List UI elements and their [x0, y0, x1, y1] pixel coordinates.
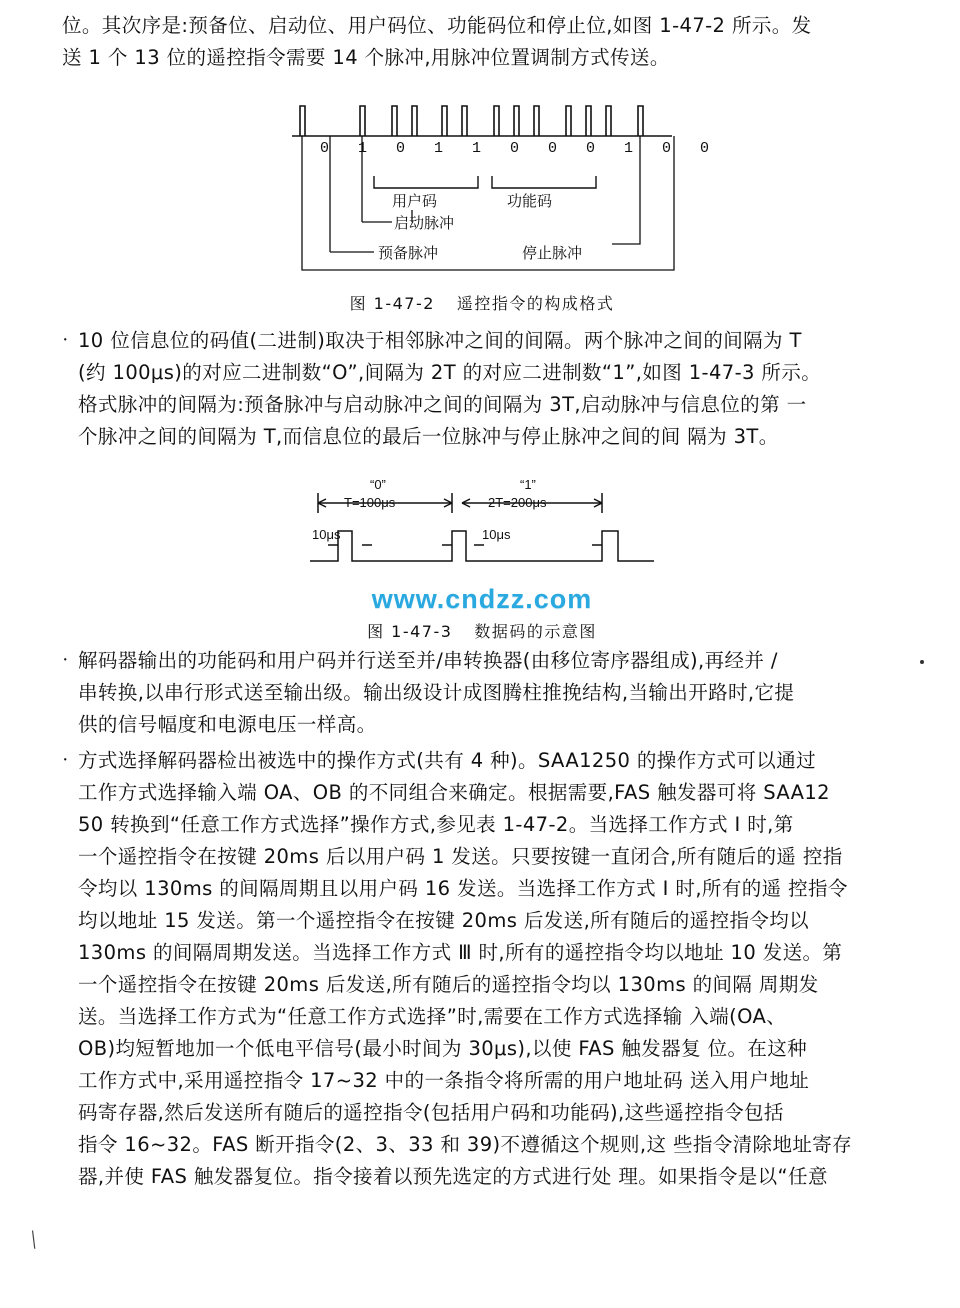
- site-watermark: www.cndzz.com: [371, 584, 593, 614]
- bullet-3-line-3: 50 转换到“任意工作方式选择”操作方式,参见表 1-47-2。当选择工作方式 I 时,第: [78, 813, 794, 836]
- figure-2-label-t: T=100μs: [344, 495, 396, 510]
- bullet-1-line-3: 格式脉冲的间隔为:预备脉冲与启动脉冲之间的间隔为 3T,启动脉冲与信息位的第 一: [78, 393, 807, 416]
- figure-2-container: [62, 475, 902, 580]
- bullet-item-1: [62, 325, 902, 453]
- figure-1-diagram: [282, 92, 720, 287]
- bullet-3-line-2: 工作方式选择输入端 OA、OB 的不同组合来确定。根据需要,FAS 触发器可将 SAA12: [78, 781, 830, 804]
- figure-2-caption-number: 图 1-47-3: [367, 622, 453, 641]
- figure-1-label-user-code: 用户码: [392, 193, 438, 210]
- bullet-3-line-7: 130ms 的间隔周期发送。当选择工作方式 Ⅲ 时,所有的遥控指令均以地址 10 发送。第: [78, 941, 843, 964]
- bullet-item-2-body: [78, 645, 902, 741]
- bullet-1-line-4: 个脉冲之间的间隔为 T,而信息位的最后一位脉冲与停止脉冲之间的间 隔为 3T。: [78, 425, 779, 448]
- figure-1-caption-title: 遥控指令的构成格式: [456, 294, 615, 313]
- figure-1-label-prepare-pulse: 预备脉冲: [378, 245, 439, 262]
- figure-1-label-start-pulse: 启动脉冲: [394, 215, 455, 232]
- bullet-marker: ·: [62, 650, 69, 671]
- figure-2-label-2t: 2T=200μs: [488, 495, 547, 510]
- figure-2-caption-title: 数据码的示意图: [474, 622, 597, 641]
- bullet-1-line-1: 10 位信息位的码值(二进制)取决于相邻脉冲之间的间隔。两个脉冲之间的间隔为 T: [78, 329, 802, 352]
- top-paragraph-line-2: 送 1 个 13 位的遥控指令需要 14 个脉冲,用脉冲位置调制方式传送。: [62, 46, 670, 69]
- figure-2-diagram: [302, 475, 662, 580]
- figure-1-bit-sequence: 0 1 0 1 1 0 0 0 1 0 0: [320, 140, 720, 157]
- figure-1-caption-number: 图 1-47-2: [349, 294, 435, 313]
- bullet-3-line-10: OB)均短暂地加一个低电平信号(最小时间为 30μs),以使 FAS 触发器复 位。在这种: [78, 1037, 808, 1060]
- bullet-3-line-9: 送。当选择工作方式为“任意工作方式选择”时,需要在工作方式选择输 入端(OA、: [78, 1005, 787, 1028]
- bullet-3-line-11: 工作方式中,采用遥控指令 17~32 中的一条指令将所需的用户地址码 送入用户地址: [78, 1069, 810, 1092]
- bullet-3-line-14: 器,并使 FAS 触发器复位。指令接着以预先选定的方式进行处 理。如果指令是以“任意: [78, 1165, 828, 1188]
- top-paragraph-block: [62, 10, 902, 74]
- bullet-3-line-12: 码寄存器,然后发送所有随后的遥控指令(包括用户码和功能码),这些遥控指令包括: [78, 1101, 784, 1124]
- figure-1-label-stop-pulse: 停止脉冲: [522, 245, 583, 262]
- figure-2-caption: [62, 621, 902, 643]
- bullet-3-line-8: 一个遥控指令在按键 20ms 后发送,所有随后的遥控指令均以 130ms 的间隔 周期发: [78, 973, 819, 996]
- bullet-marker: ·: [62, 330, 69, 351]
- bullet-2-line-3: 供的信号幅度和电源电压一样高。: [78, 713, 377, 736]
- bullet-item-3-body: [78, 745, 902, 1193]
- figure-2-label-one: “1”: [520, 477, 536, 492]
- bullet-item-2: [62, 645, 902, 741]
- figure-1-svg: [282, 92, 682, 287]
- figure-1-container: [62, 92, 902, 287]
- bullet-item-3: [62, 745, 902, 1193]
- figure-2-label-zero: “0”: [370, 477, 386, 492]
- bullet-3-line-6: 均以地址 15 发送。第一个遥控指令在按键 20ms 后发送,所有随后的遥控指令均以: [78, 909, 810, 932]
- bullet-3-line-1: 方式选择解码器检出被选中的操作方式(共有 4 种)。SAA1250 的操作方式可以通过: [78, 749, 817, 772]
- bullet-3-line-5: 令均以 130ms 的间隔周期且以用户码 16 发送。当选择工作方式 I 时,所有的遥 控指令: [78, 877, 848, 900]
- top-paragraph-line-1: 位。其次序是:预备位、启动位、用户码位、功能码位和停止位,如图 1-47-2 所示。发: [62, 14, 812, 37]
- bullet-3-line-13: 指令 16~32。FAS 断开指令(2、3、33 和 39)不遵循这个规则,这 些指令清除地址寄存: [78, 1133, 853, 1156]
- figure-1-caption: [62, 293, 902, 315]
- bullet-marker: ·: [62, 750, 69, 771]
- bullet-2-line-2: 串转换,以串行形式送至输出级。输出级设计成图腾柱推挽结构,当输出开路时,它提: [78, 681, 795, 704]
- bullet-2-line-1: 解码器输出的功能码和用户码并行送至并/串转换器(由移位寄序器组成),再经并 /: [78, 649, 778, 672]
- bullet-item-1-body: [78, 325, 902, 453]
- page-dot-mark: [920, 660, 924, 664]
- bullet-1-line-2: (约 100μs)的对应二进制数“O”,间隔为 2T 的对应二进制数“1”,如图 1-47-3 所示。: [78, 361, 822, 384]
- page-edge-mark: \: [27, 1224, 41, 1255]
- bullet-3-line-4: 一个遥控指令在按键 20ms 后以用户码 1 发送。只要按键一直闭合,所有随后的遥 控指: [78, 845, 843, 868]
- figure-2-label-width-left: 10μs: [312, 527, 341, 542]
- figure-1-label-function-code: 功能码: [507, 193, 553, 210]
- figure-2-label-width-right: 10μs: [482, 527, 511, 542]
